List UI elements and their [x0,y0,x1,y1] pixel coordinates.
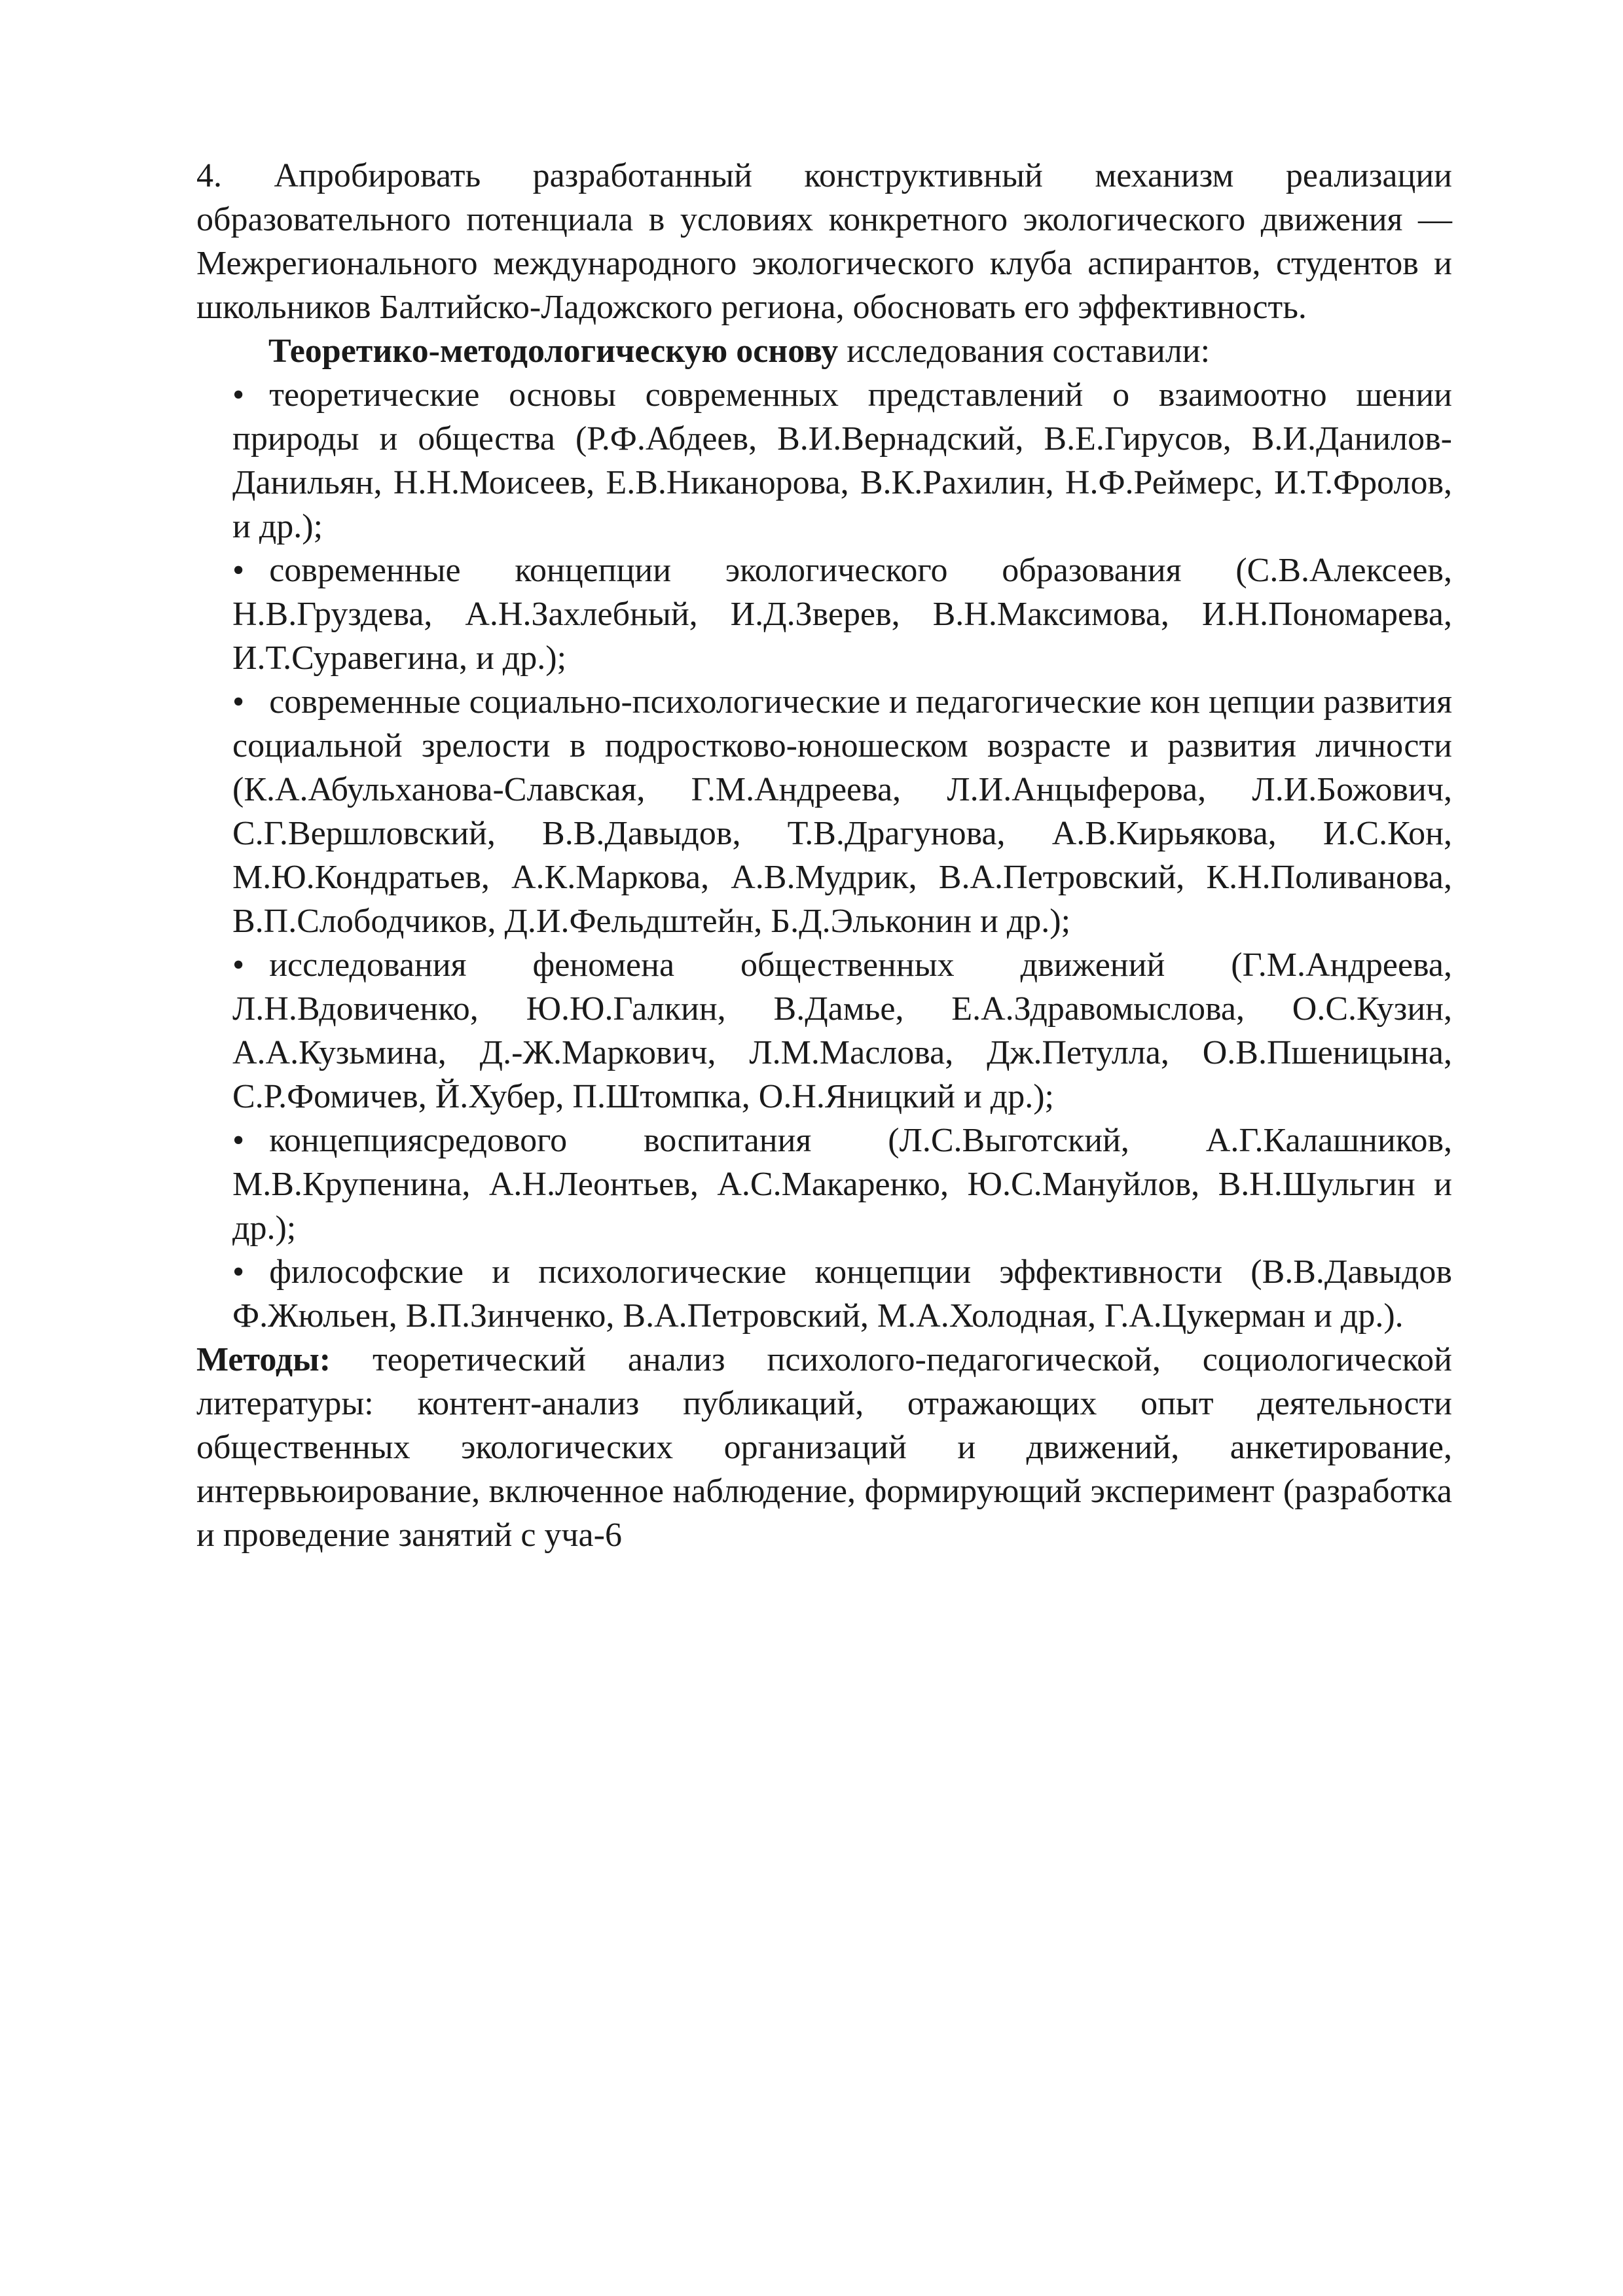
bullet-icon: • [232,1122,245,1159]
task-4-paragraph: 4. Апробировать разработанный конструктивный механизм реализации образовательного потенциала в условиях конкретного экологического движения — Межрегионального международного экологического клуба аспирантов, студентов и школьников Балтийско-Ладожского региона, обосновать его эффективность. [196,157,1452,326]
bullet-icon: • [232,552,245,589]
basis-item-text: современные социально-психологические и педагогические кон цепции развития социальной зрелости в подростково-юношеском возрасте и развития личности (К.А.Абульханова-Славская, Г.М.Андреева, Л.И.Анцыферова, Л.И.Божович, С.Г.Вершловский, В.В.Давыдов, Т.В.Драгунова, А.В.Кирьякова, И.С.Кон, М.Ю.Кондратьев, А.К.Маркова, А.В.Мудрик, В.А.Петровский, К.Н.Поливанова, В.П.Слободчиков, Д.И.Фельдштейн, Б.Д.Эльконин и др.); [232,683,1452,940]
basis-heading-bold: Теоретико-методологическую основу [268,332,839,370]
basis-item-text: теоретические основы современных представлений о взаимоотно шении природы и общества (Р.Ф.Абдеев, В.И.Вернадский, В.Е.Гирусов, В.И.Данилов-Данильян, Н.Н.Моисеев, Е.В.Никанорова, В.К.Рахилин, Н.Ф.Реймерс, И.Т.Фролов, и др.); [232,376,1452,545]
bullet-icon: • [232,1253,245,1291]
basis-heading-rest: исследования составили: [838,332,1211,370]
methods-label: Методы: [196,1341,331,1378]
methods-paragraph [196,1338,1452,1557]
basis-item-1 [232,373,1452,548]
basis-list [196,373,1452,1338]
basis-item-6 [232,1250,1452,1338]
bullet-icon: • [232,683,245,721]
basis-item-2 [232,548,1452,680]
basis-item-text: исследования феномена общественных движений (Г.М.Андреева, Л.Н.Вдовиченко, Ю.Ю.Галкин, В.Дамье, Е.А.Здравомыслова, О.С.Кузин, А.А.Кузьмина, Д.-Ж.Маркович, Л.М.Маслова, Дж.Петулла, О.В.Пшеницына, С.Р.Фомичев, Й.Хубер, П.Штомпка, О.Н.Яницкий и др.); [232,946,1452,1115]
document-page [196,154,1452,1557]
basis-item-text: концепциясредового воспитания (Л.С.Выготский, А.Г.Калашников, М.В.Крупенина, А.Н.Леонтьев, А.С.Макаренко, Ю.С.Мануйлов, В.Н.Шульгин и др.); [232,1122,1452,1247]
basis-item-3 [232,680,1452,943]
methods-text: теоретический анализ психолого-педагогической, социологической литературы: контент-анализ публикаций, отражающих опыт деятельности общественных экологических организаций и движений, анкетирование, интервьюирование, включенное наблюдение, формирующий эксперимент (разработка и проведение занятий с уча-6 [196,1341,1452,1554]
bullet-icon: • [232,376,245,414]
bullet-icon: • [232,946,245,984]
basis-item-text: современные концепции экологического образования (С.В.Алексеев, Н.В.Груздева, А.Н.Захлебный, И.Д.Зверев, В.Н.Максимова, И.Н.Пономарева, И.Т.Суравегина, и др.); [232,552,1452,677]
basis-item-5 [232,1119,1452,1250]
basis-item-text: философские и психологические концепции эффективности (В.В.Давыдов Ф.Жюльен, В.П.Зинченко, В.А.Петровский, М.А.Холодная, Г.А.Цукерман и др.). [232,1253,1452,1335]
basis-item-4 [232,943,1452,1119]
basis-heading [196,329,1452,373]
